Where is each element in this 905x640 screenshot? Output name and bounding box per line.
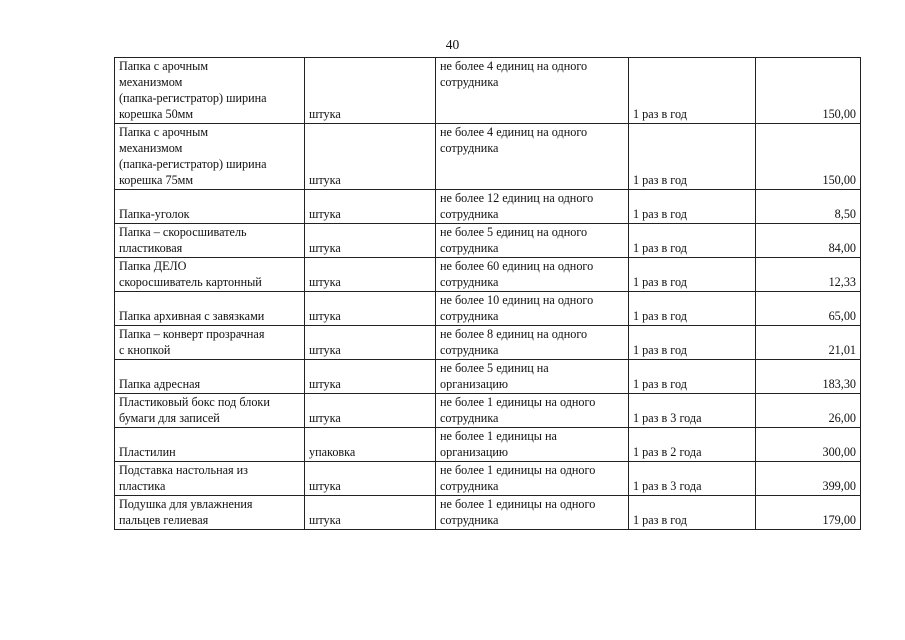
table-row [115,224,861,258]
table-row [115,326,861,360]
norm-cell: не более 5 единиц на организацию [436,360,629,394]
table-row [115,496,861,530]
unit-cell: штука [305,190,436,224]
frequency-cell: 1 раз в год [629,224,756,258]
frequency-cell: 1 раз в 3 года [629,394,756,428]
price-cell: 150,00 [756,124,861,190]
unit-cell: штука [305,124,436,190]
table-row [115,190,861,224]
price-cell: 8,50 [756,190,861,224]
norm-cell: не более 1 единицы на одного сотрудника [436,462,629,496]
item-name-cell: Подушка для увлажнения пальцев гелиевая [115,496,305,530]
item-name-cell: Папка-уголок [115,190,305,224]
unit-cell: штука [305,224,436,258]
table-row [115,58,861,124]
price-cell: 300,00 [756,428,861,462]
item-name-cell: Папка с арочным механизмом (папка-регистратор) ширина корешка 75мм [115,124,305,190]
table-row [115,124,861,190]
price-cell: 399,00 [756,462,861,496]
frequency-cell: 1 раз в год [629,58,756,124]
unit-cell: штука [305,258,436,292]
unit-cell: штука [305,326,436,360]
norm-cell: не более 1 единицы на одного сотрудника [436,394,629,428]
item-name-cell: Папка – конверт прозрачная с кнопкой [115,326,305,360]
item-name-cell: Пластилин [115,428,305,462]
price-cell: 65,00 [756,292,861,326]
price-cell: 183,30 [756,360,861,394]
price-cell: 150,00 [756,58,861,124]
item-name-cell: Папка архивная с завязками [115,292,305,326]
unit-cell: штука [305,462,436,496]
price-cell: 21,01 [756,326,861,360]
norm-cell: не более 60 единиц на одного сотрудника [436,258,629,292]
unit-cell: штука [305,58,436,124]
item-name-cell: Папка ДЕЛО скоросшиватель картонный [115,258,305,292]
unit-cell: штука [305,360,436,394]
frequency-cell: 1 раз в 2 года [629,428,756,462]
price-cell: 26,00 [756,394,861,428]
item-name-cell: Пластиковый бокс под блоки бумаги для записей [115,394,305,428]
frequency-cell: 1 раз в год [629,360,756,394]
norm-cell: не более 4 единиц на одного сотрудника [436,124,629,190]
table-row [115,292,861,326]
table-row [115,258,861,292]
norm-cell: не более 10 единиц на одного сотрудника [436,292,629,326]
norm-cell: не более 4 единиц на одного сотрудника [436,58,629,124]
supplies-table [114,57,861,530]
frequency-cell: 1 раз в год [629,496,756,530]
table-row [115,360,861,394]
norm-cell: не более 1 единицы на организацию [436,428,629,462]
price-cell: 179,00 [756,496,861,530]
frequency-cell: 1 раз в год [629,258,756,292]
page-number: 40 [445,37,460,52]
frequency-cell: 1 раз в год [629,190,756,224]
table-row [115,428,861,462]
item-name-cell: Папка – скоросшиватель пластиковая [115,224,305,258]
unit-cell: штука [305,292,436,326]
frequency-cell: 1 раз в год [629,292,756,326]
item-name-cell: Папка с арочным механизмом (папка-регистратор) ширина корешка 50мм [115,58,305,124]
table-row [115,462,861,496]
item-name-cell: Подставка настольная из пластика [115,462,305,496]
frequency-cell: 1 раз в год [629,326,756,360]
table-body [115,58,861,530]
unit-cell: штука [305,394,436,428]
frequency-cell: 1 раз в 3 года [629,462,756,496]
unit-cell: штука [305,496,436,530]
table-row [115,394,861,428]
price-cell: 84,00 [756,224,861,258]
price-cell: 12,33 [756,258,861,292]
unit-cell: упаковка [305,428,436,462]
frequency-cell: 1 раз в год [629,124,756,190]
norm-cell: не более 5 единиц на одного сотрудника [436,224,629,258]
norm-cell: не более 1 единицы на одного сотрудника [436,496,629,530]
norm-cell: не более 8 единиц на одного сотрудника [436,326,629,360]
norm-cell: не более 12 единиц на одного сотрудника [436,190,629,224]
item-name-cell: Папка адресная [115,360,305,394]
